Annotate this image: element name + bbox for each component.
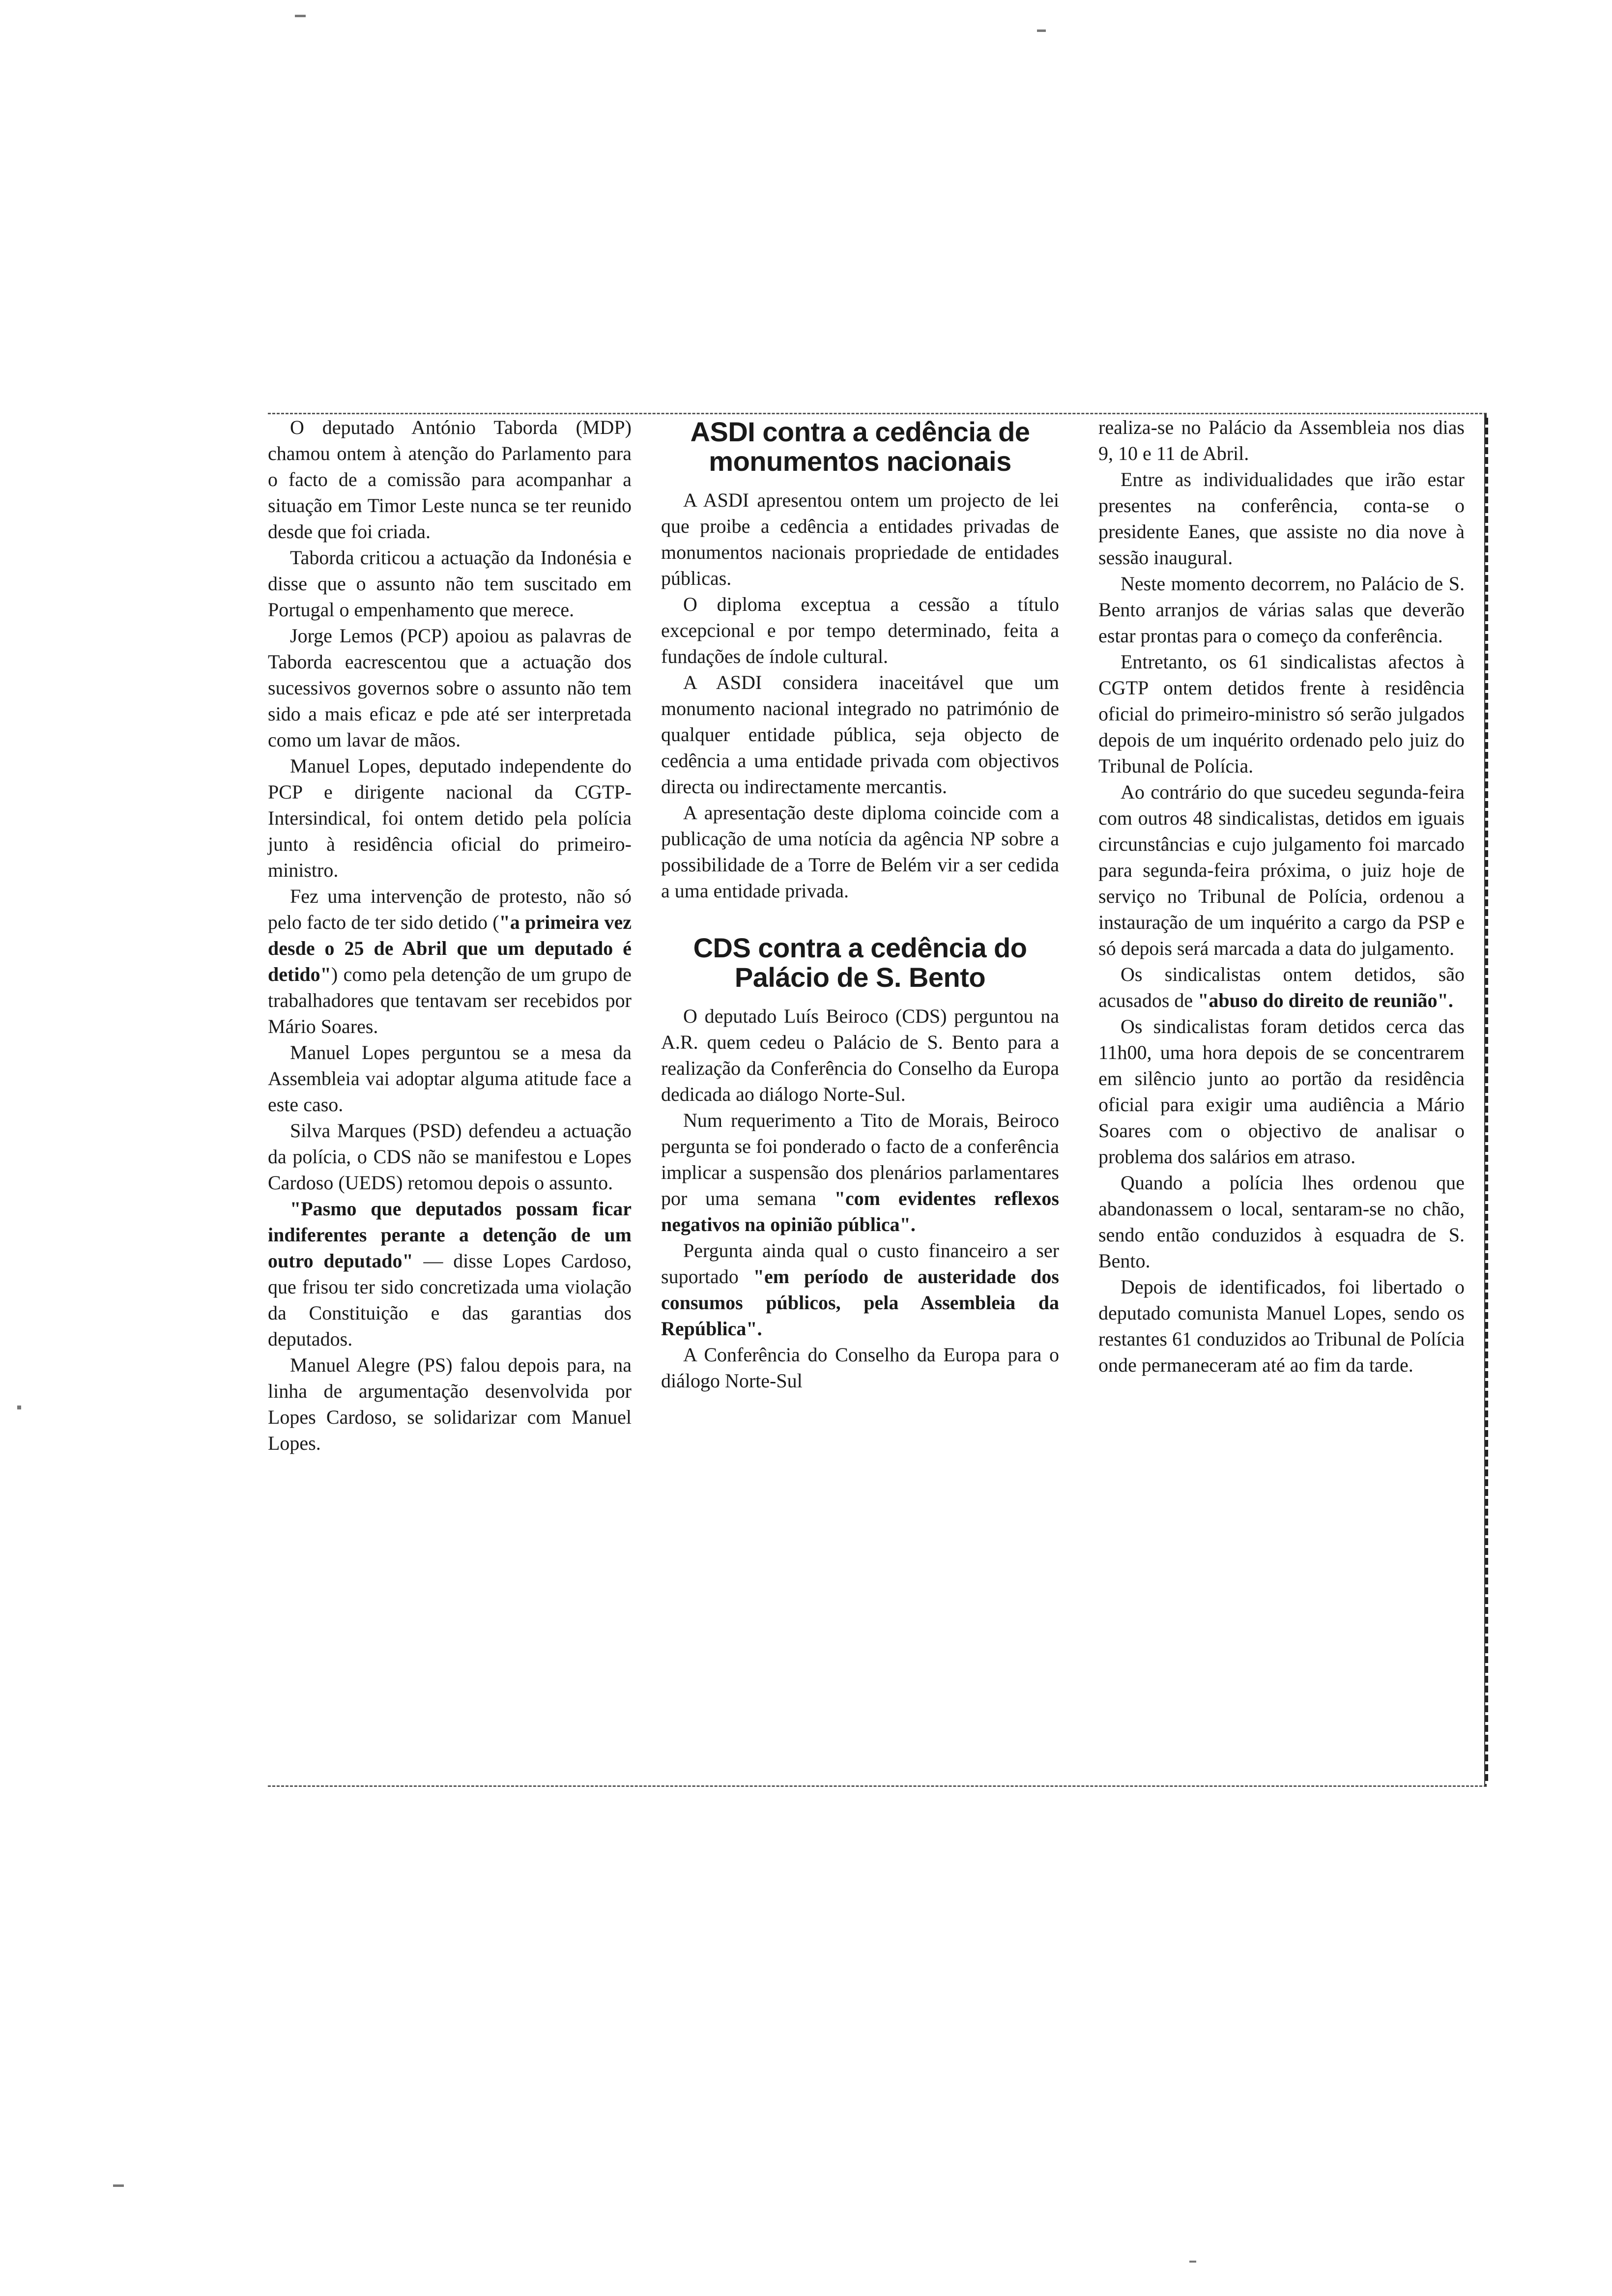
scan-speck xyxy=(1189,2261,1196,2263)
paragraph: Entretanto, os 61 sindicalistas afectos à CGTP ontem detidos frente à residência oficial do primeiro-ministro só serão julgados depois de um inquérito ordenado pelo juiz do Tribunal de Polícia. xyxy=(1098,651,1465,777)
newspaper-clipping xyxy=(268,413,1487,1787)
paragraph: Pergunta ainda qual o custo financeiro a ser suportado "em período de austeridade dos consumos públicos, pela Assembleia da República". xyxy=(661,1239,1059,1340)
scan-speck xyxy=(1037,29,1046,32)
scan-edge-shadow xyxy=(1485,418,1488,1784)
paragraph: Depois de identificados, foi libertado o deputado comunista Manuel Lopes, sendo os restantes 61 conduzidos ao Tribunal de Polícia onde permaneceram até ao fim da tarde. xyxy=(1098,1276,1465,1376)
paragraph: Ao contrário do que sucedeu segunda-feira com outros 48 sindicalistas, detidos em iguais circunstâncias e cujo julgamento foi marcado para segunda-feira próxima, o juiz hoje de serviço no Tribunal de Polícia, ordenou a instauração de um inquérito a cargo da PSP e só depois será marcada a data do julgamento. xyxy=(1098,781,1465,959)
bold-quote: "abuso do direito de reunião". xyxy=(1198,989,1453,1011)
paragraph: realiza-se no Palácio da Assembleia nos dias 9, 10 e 11 de Abril. xyxy=(1098,416,1465,464)
paragraph: Manuel Alegre (PS) falou depois para, na linha de argumentação desenvolvida por Lopes Cardoso, se solidarizar com Manuel Lopes. xyxy=(268,1354,632,1454)
column-right xyxy=(1098,414,1465,1378)
scan-speck xyxy=(113,2184,124,2187)
paragraph: A ASDI apresentou ontem um projecto de lei que proibe a cedência a entidades privadas de monumentos nacionais propriedade de entidades públicas. xyxy=(661,489,1059,589)
paragraph: Taborda criticou a actuação da Indonésia e disse que o assunto não tem suscitado em Portugal o empenhamento que merece. xyxy=(268,546,632,621)
paragraph: Manuel Lopes perguntou se a mesa da Assembleia vai adoptar alguma atitude face a este caso. xyxy=(268,1041,632,1116)
bold-quote: "a primeira vez desde o 25 de Abril que um deputado é detido" xyxy=(268,911,632,985)
paragraph: Os sindicalistas foram detidos cerca das 11h00, uma hora depois de se concentrarem em silêncio junto ao portão da residência oficial para exigir uma audiência a Mário Soares com o objectivo de analisar o problema dos salários em atraso. xyxy=(1098,1015,1465,1168)
paragraph: Silva Marques (PSD) defendeu a actuação da polícia, o CDS não se manifestou e Lopes Cardoso (UEDS) retomou depois o assunto. xyxy=(268,1119,632,1194)
paragraph: "Pasmo que deputados possam ficar indiferentes perante a detenção de um outro deputado" — disse Lopes Cardoso, que frisou ter sido concretizada uma violação da Constituição e das garantias dos deputados. xyxy=(268,1198,632,1350)
paragraph: Manuel Lopes, deputado independente do PCP e dirigente nacional da CGTP-Intersindical, foi ontem detido pela polícia junto à residência oficial do primeiro-ministro. xyxy=(268,755,632,881)
paragraph: A Conferência do Conselho da Europa para o diálogo Norte-Sul xyxy=(661,1344,1059,1392)
paragraph: A ASDI considera inaceitável que um monumento nacional integrado no património de qualquer entidade pública, seja objecto de cedência a uma entidade privada com objectivos directa ou indirectamente mercantis. xyxy=(661,671,1059,798)
scan-speck xyxy=(17,1406,21,1409)
bold-quote: "Pasmo que deputados possam ficar indiferentes perante a detenção de um outro deputado" xyxy=(268,1198,632,1272)
column-middle xyxy=(661,414,1059,1394)
paragraph: Fez uma intervenção de protesto, não só pelo facto de ter sido detido ("a primeira vez desde o 25 de Abril que um deputado é detido") como pela detenção de um grupo de trabalhadores que tentavam ser recebidos por Mário Soares. xyxy=(268,885,632,1037)
bold-quote: "com evidentes reflexos negativos na opinião pública". xyxy=(661,1187,1059,1235)
scan-speck xyxy=(295,15,306,17)
headline-asdi: ASDI contra a cedência de monumentos nacionais xyxy=(690,416,1030,477)
paragraph: O diploma exceptua a cessão a título excepcional e por tempo determinado, feita a fundações de índole cultural. xyxy=(661,593,1059,667)
paragraph: Os sindicalistas ontem detidos, são acusados de "abuso do direito de reunião". xyxy=(1098,963,1465,1011)
bold-quote: "em período de austeridade dos consumos públicos, pela Assembleia da República". xyxy=(661,1265,1059,1340)
paragraph: Jorge Lemos (PCP) apoiou as palavras de Taborda eacrescentou que a actuação dos sucessivos governos sobre o assunto não tem sido a mais eficaz e pde até ser interpretada como um lavar de mãos. xyxy=(268,625,632,751)
paragraph: Neste momento decorrem, no Palácio de S. Bento arranjos de várias salas que deverão estar prontas para o começo da conferência. xyxy=(1098,573,1465,647)
paragraph: Entre as individualidades que irão estar presentes na conferência, conta-se o presidente Eanes, que assiste no dia nove à sessão inaugural. xyxy=(1098,468,1465,569)
headline-cds: CDS contra a cedência do Palácio de S. Bento xyxy=(693,932,1027,993)
paragraph: O deputado António Taborda (MDP) chamou ontem à atenção do Parlamento para o facto de a comissão para acompanhar a situação em Timor Leste nunca se ter reunido desde que foi criada. xyxy=(268,416,632,543)
column-left xyxy=(268,414,632,1456)
paragraph: A apresentação deste diploma coincide com a publicação de uma notícia da agência NP sobre a possibilidade de a Torre de Belém vir a ser cedida a uma entidade privada. xyxy=(661,802,1059,902)
paragraph: Num requerimento a Tito de Morais, Beiroco pergunta se foi ponderado o facto de a conferência implicar a suspensão dos plenários parlamentares por uma semana "com evidentes reflexos negativos na opinião pública". xyxy=(661,1109,1059,1235)
paragraph: Quando a polícia lhes ordenou que abandonassem o local, sentaram-se no chão, sendo então conduzidos à esquadra de S. Bento. xyxy=(1098,1172,1465,1272)
paragraph: O deputado Luís Beiroco (CDS) perguntou na A.R. quem cedeu o Palácio de S. Bento para a realização da Conferência do Conselho da Europa dedicada ao diálogo Norte-Sul. xyxy=(661,1005,1059,1105)
